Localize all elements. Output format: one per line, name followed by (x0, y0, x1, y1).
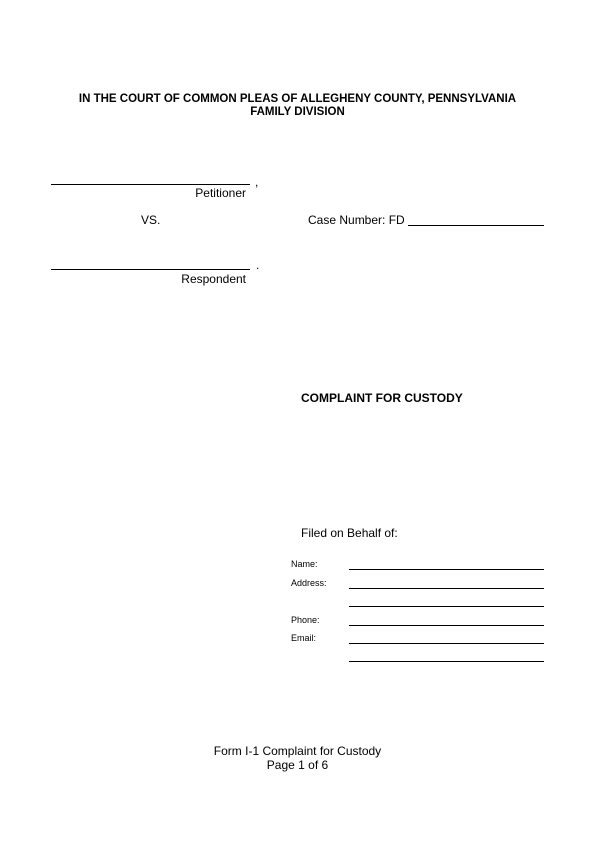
respondent-period: . (256, 258, 260, 272)
filed-on-behalf-heading: Filed on Behalf of: (301, 526, 398, 540)
respondent-label: Respondent (181, 272, 246, 286)
email-field-line-2[interactable] (349, 661, 544, 662)
vs-label: VS. (141, 213, 161, 227)
document-title: COMPLAINT FOR CUSTODY (301, 391, 463, 405)
respondent-name-field[interactable] (51, 269, 250, 270)
phone-label: Phone: (291, 615, 320, 625)
case-number-label: Case Number: FD (308, 213, 405, 227)
address-field-line-2[interactable] (349, 606, 544, 607)
court-heading: IN THE COURT OF COMMON PLEAS OF ALLEGHENY COUNTY, PENNSYLVANIA (78, 93, 517, 105)
petitioner-name-field[interactable] (51, 184, 250, 185)
petitioner-label: Petitioner (195, 186, 246, 200)
division-heading: FAMILY DIVISION (250, 106, 345, 118)
address-label: Address: (291, 578, 327, 588)
email-field-line-1[interactable] (349, 643, 544, 644)
name-field[interactable] (349, 569, 544, 570)
footer-page-line: Page 1 of 6 (266, 758, 329, 772)
email-label: Email: (291, 633, 317, 643)
case-number-field[interactable] (408, 225, 544, 226)
petitioner-comma: , (255, 175, 259, 189)
address-field-line-1[interactable] (349, 588, 544, 589)
footer-form-line: Form I-1 Complaint for Custody (213, 744, 382, 758)
phone-field[interactable] (349, 625, 544, 626)
name-label: Name: (291, 559, 318, 569)
